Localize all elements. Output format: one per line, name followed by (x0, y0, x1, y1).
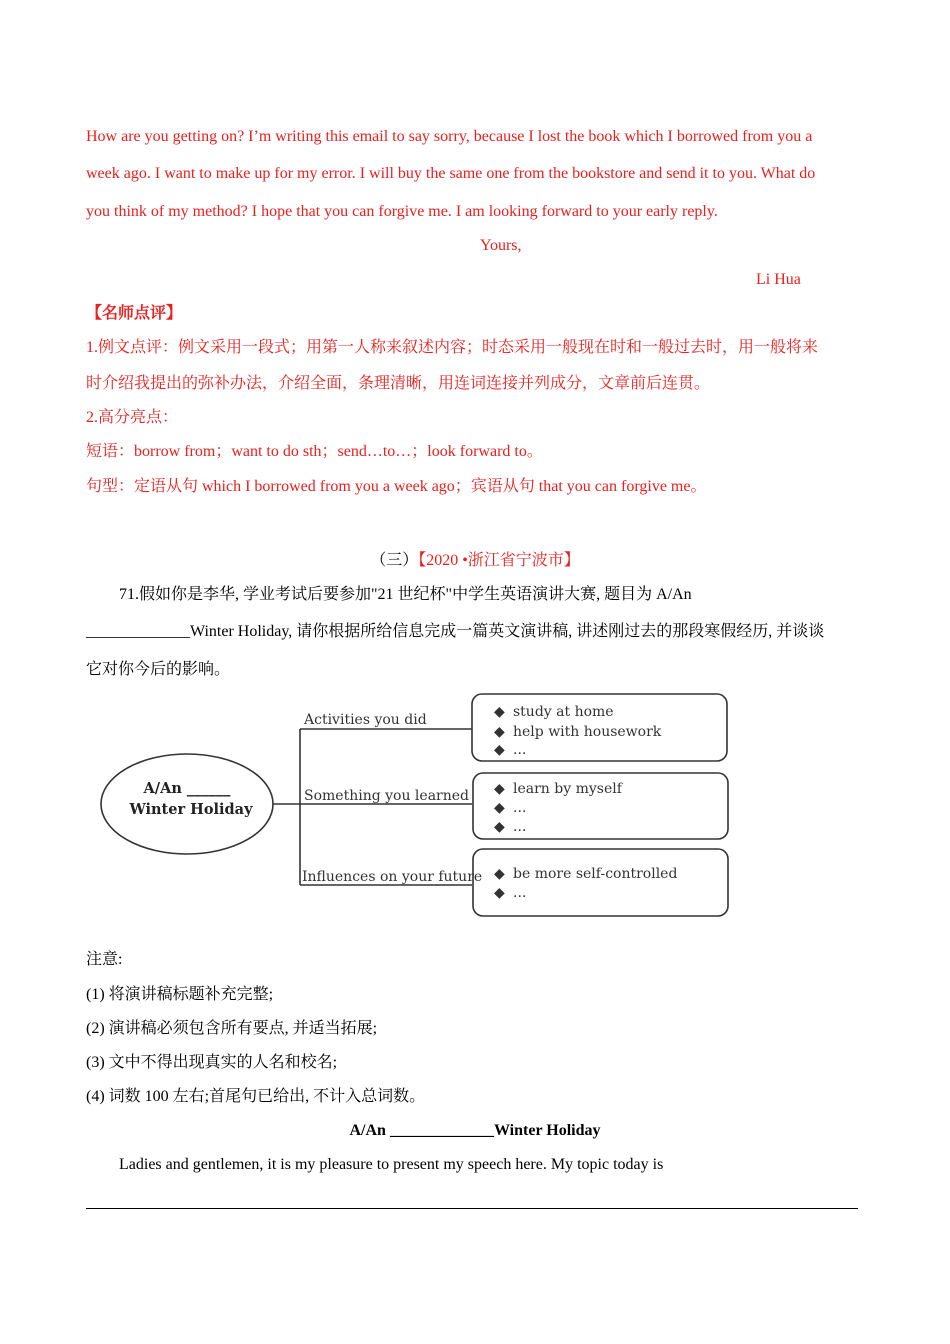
branch3-item1: be more self-controlled (513, 866, 678, 882)
letter-line-3: you think of my method? I hope that you can forgive me. I am looking forward to your early reply. (86, 203, 718, 220)
bullet-icon: ◆ (494, 704, 505, 720)
center-title-line1: A/An ______ (143, 780, 231, 797)
branch1-item2: help with housework (513, 724, 662, 740)
review-point2: 2.高分亮点： (86, 409, 179, 426)
section-prefix: （三） (370, 552, 419, 569)
letter-line-2: week ago. I want to make up for my error. I will buy the same one from the bookstore and send it to you. What do (86, 165, 816, 182)
note-1: (1) 将演讲稿标题补充完整; (86, 986, 274, 1003)
note-3: (3) 文中不得出现真实的人名和校名; (86, 1054, 338, 1071)
bullet-icon: ◆ (494, 866, 505, 882)
letter-closing: Yours, (480, 237, 522, 254)
mind-map-diagram (96, 688, 736, 920)
review-point1-line1: 1.例文点评：例文采用一段式；用第一人称来叙述内容；时态采用一般现在时和一般过去时，用一般将来 (86, 339, 819, 356)
task-line-2: _____________Winter Holiday, 请你根据所给信息完成一篇英文演讲稿, 讲述刚过去的那段寒假经历, 并谈谈 (86, 623, 825, 640)
review-sentences: 句型：定语从句 which I borrowed from you a week ago；宾语从句 that you can forgive me。 (86, 478, 707, 495)
review-heading: 【名师点评】 (86, 305, 183, 322)
bullet-icon: ◆ (494, 885, 505, 901)
branch2-item3: ... (513, 819, 527, 835)
bullet-icon: ◆ (494, 724, 505, 740)
branch1-item1: study at home (513, 704, 614, 720)
branch2-item1: learn by myself (513, 781, 622, 797)
center-title-line2: Winter Holiday (129, 801, 253, 818)
branch1-item3: ... (513, 742, 527, 758)
bullet-icon: ◆ (494, 781, 505, 797)
review-point1-line2: 时介绍我提出的弥补办法，介绍全面，条理清晰，用连词连接并列成分，文章前后连贯。 (86, 375, 711, 392)
branch2-item2: ... (513, 800, 527, 816)
section-source: 【2020 •浙江省宁波市】 (418, 552, 580, 569)
bullet-icon: ◆ (494, 742, 505, 758)
speech-title: A/An _____________Winter Holiday (349, 1122, 601, 1139)
task-line-1: 71.假如你是李华, 学业考试后要参加"21 世纪杯"中学生英语演讲大赛, 题目为 A/An (119, 586, 692, 603)
note-2: (2) 演讲稿必须包含所有要点, 并适当拓展; (86, 1020, 378, 1037)
task-line-3: 它对你今后的影响。 (86, 661, 231, 678)
note-4: (4) 词数 100 左右;首尾句已给出, 不计入总词数。 (86, 1088, 426, 1105)
bullet-icon: ◆ (494, 800, 505, 816)
answer-line (86, 1208, 858, 1209)
notes-heading: 注意: (86, 951, 123, 968)
branch-label-1: Activities you did (304, 712, 427, 728)
letter-signature: Li Hua (756, 271, 801, 288)
branch-box-3 (473, 849, 728, 916)
speech-opening: Ladies and gentlemen, it is my pleasure to present my speech here. My topic today is (119, 1156, 664, 1173)
bullet-icon: ◆ (494, 819, 505, 835)
section-heading (0, 551, 950, 571)
letter-line-1: How are you getting on? I’m writing this email to say sorry, because I lost the book which I borrowed from you a (86, 128, 813, 145)
branch-label-2: Something you learned (304, 788, 469, 804)
branch3-item2: ... (513, 885, 527, 901)
review-phrases: 短语：borrow from；want to do sth；send…to…；look forward to。 (86, 443, 543, 460)
branch-label-3: Influences on your future (302, 869, 483, 885)
